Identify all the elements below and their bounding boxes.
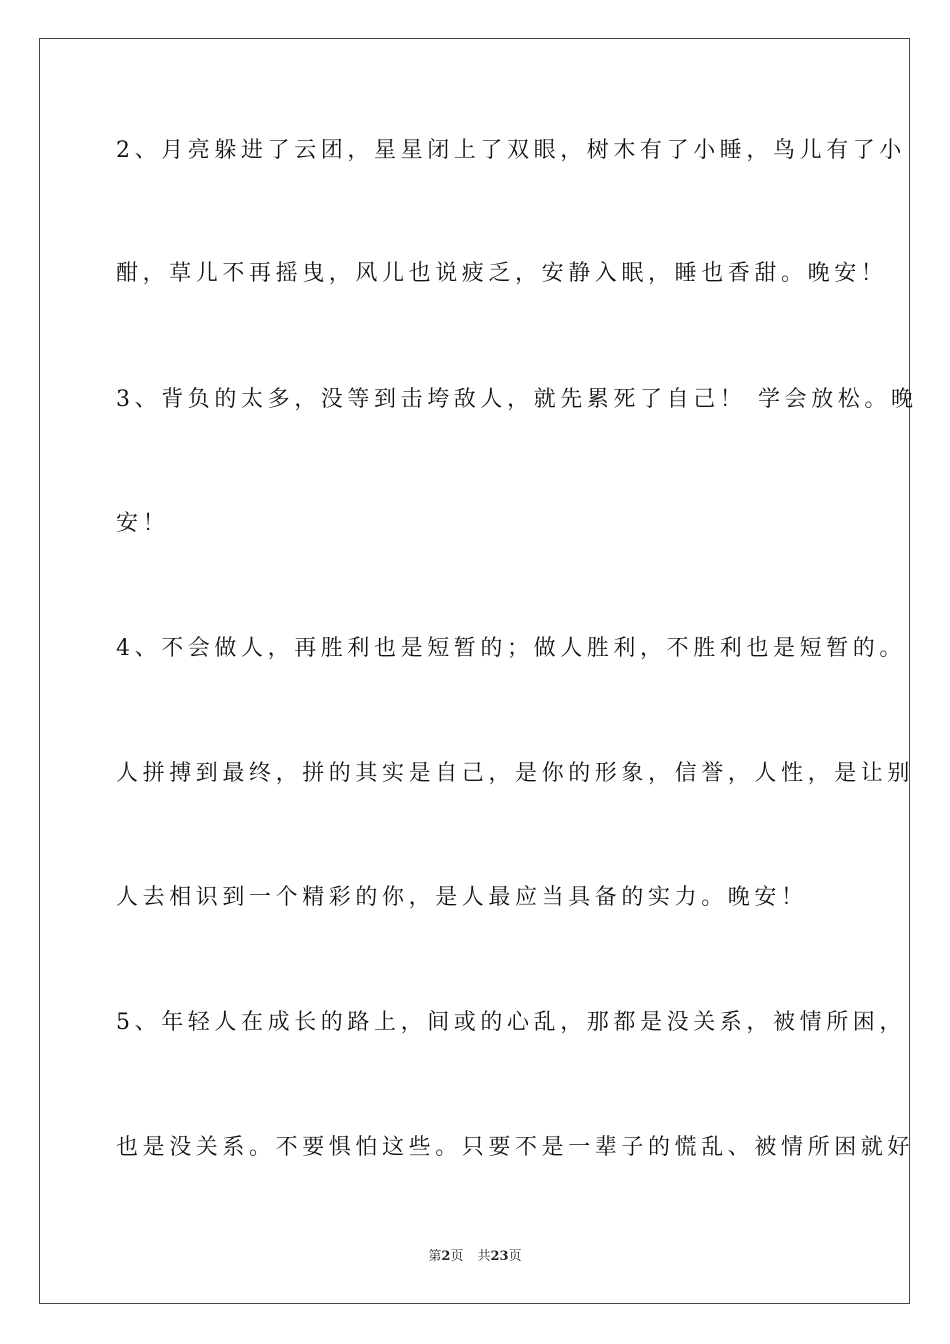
text-line-2: 酣，草儿不再摇曳，风儿也说疲乏，安静入眠，睡也香甜。晚安！ [116, 261, 888, 286]
text-line-5: 4、不会做人，再胜利也是短暂的；做人胜利，不胜利也是短暂的。 [116, 636, 906, 661]
text-line-3: 3、背负的太多，没等到击垮敌人，就先累死了自己！ 学会放松。晚 [116, 387, 918, 412]
text-line-7: 人去相识到一个精彩的你，是人最应当具备的实力。晚安！ [116, 885, 808, 910]
page-prefix: 第 [428, 1249, 442, 1264]
page-footer [0, 1248, 950, 1266]
page-suffix: 页 [450, 1249, 464, 1264]
text-line-8: 5、年轻人在成长的路上，间或的心乱，那都是没关系，被情所困， [116, 1010, 906, 1035]
text-line-4: 安！ [116, 511, 170, 536]
page-border [39, 38, 918, 1304]
total-pages: 23 [490, 1249, 509, 1264]
total-prefix: 共 [477, 1249, 491, 1264]
page-number: 2 [441, 1249, 451, 1264]
text-line-6: 人拼搏到最终，拼的其实是自己，是你的形象，信誉，人性，是让别 [116, 761, 915, 786]
text-line-1: 2、月亮躲进了云团，星星闭上了双眼，树木有了小睡，鸟儿有了小 [116, 138, 906, 163]
total-suffix: 页 [508, 1249, 522, 1264]
text-line-9: 也是没关系。不要惧怕这些。只要不是一辈子的慌乱、被情所困就好 [116, 1135, 915, 1160]
